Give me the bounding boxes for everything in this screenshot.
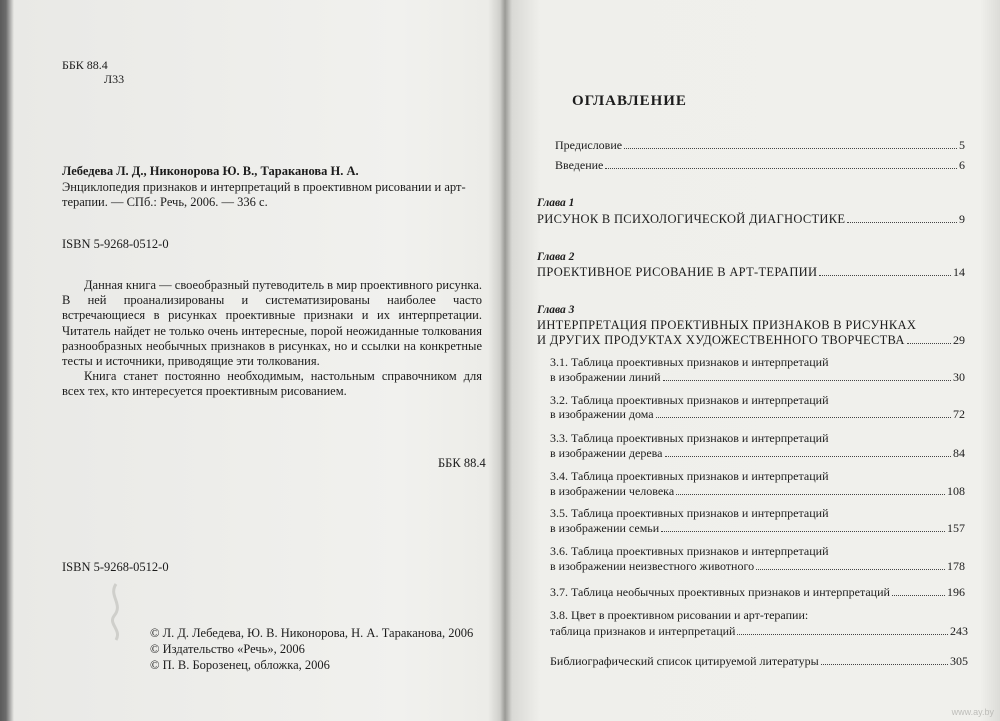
toc-page-number: 196: [947, 585, 965, 599]
toc-page-number: 72: [953, 407, 965, 421]
leader-dots: [624, 148, 957, 149]
toc-section-3-1[interactable]: [550, 370, 965, 385]
toc-section-3-4[interactable]: [550, 484, 965, 499]
toc-item-introduction[interactable]: [555, 158, 965, 173]
toc-section-3-7[interactable]: [550, 585, 965, 600]
leader-dots: [756, 569, 945, 570]
bleed-through-text: [150, 112, 154, 129]
toc-page-number: 6: [959, 158, 965, 172]
toc-section-title: 3.1. Таблица проективных признаков и интерпретаций: [550, 355, 829, 369]
toc-chapter-title: РИСУНОК В ПСИХОЛОГИЧЕСКОЙ ДИАГНОСТИКЕ: [537, 212, 846, 226]
toc-chapter-title: И ДРУГИХ ПРОДУКТАХ ХУДОЖЕСТВЕННОГО ТВОРЧЕСТВА: [537, 333, 905, 347]
toc-page-number: 5: [959, 138, 965, 152]
toc-chapter-1[interactable]: [537, 212, 965, 227]
book-description: Энциклопедия признаков и интерпретаций в проективном рисовании и арт-терапии. — СПб.: Речь, 2006. — 336 с.: [62, 180, 466, 209]
toc-section-title: 3.5. Таблица проективных признаков и интерпретаций: [550, 506, 829, 520]
isbn-bottom: ISBN 5-9268-0512-0: [62, 560, 169, 574]
toc-chapter-2[interactable]: [537, 265, 965, 280]
toc-title: ОГЛАВЛЕНИЕ: [572, 93, 687, 109]
leader-dots: [661, 531, 945, 532]
leader-dots: [605, 168, 957, 169]
toc-section-3-2[interactable]: [550, 407, 965, 422]
toc-section-title: в изображении дерева: [550, 446, 663, 460]
copyright-line: © П. В. Борозенец, обложка, 2006: [150, 658, 330, 672]
toc-section-title: таблица признаков и интерпретаций: [550, 624, 736, 638]
toc-page-number: 243: [950, 624, 968, 638]
toc-page-number: 108: [947, 484, 965, 498]
leader-dots: [907, 343, 951, 344]
toc-section-title: 3.8. Цвет в проективном рисовании и арт-терапии:: [550, 608, 809, 622]
copyright-block: [150, 625, 473, 673]
toc-page-number: 29: [953, 333, 965, 347]
leader-dots: [892, 595, 945, 596]
toc-section-title: 3.2. Таблица проективных признаков и интерпретаций: [550, 393, 829, 407]
leader-dots: [737, 634, 948, 635]
toc-section-title: в изображении дома: [550, 407, 654, 421]
toc-section-title: 3.4. Таблица проективных признаков и интерпретаций: [550, 469, 829, 483]
leader-dots: [819, 275, 951, 276]
chapter-label: Глава 1: [537, 197, 575, 209]
leader-dots: [656, 417, 951, 418]
toc-section-title: в изображении неизвестного животного: [550, 559, 755, 573]
leader-dots: [821, 664, 948, 665]
toc-page-number: 157: [947, 521, 965, 535]
toc-section-3-6[interactable]: [550, 559, 965, 574]
annotation: [62, 278, 482, 400]
publisher-logo-icon: [104, 582, 128, 652]
annotation-paragraph: Данная книга — своеобразный путеводитель в мир проективного рисунка. В ней проанализированы и систематизированы наиболее часто встречающиеся в рисунках проективные признаки и их интерпретации. Читатель найдет не только очень интересные, порой неожиданные толкования разнообразных необычных признаков в рисунках, но и ссылки на конкретные тесты и источники, приводящие эти толкования.: [62, 278, 482, 369]
bbk-header: [62, 58, 124, 86]
toc-item-label: Введение: [555, 158, 604, 172]
copyright-line: © Издательство «Речь», 2006: [150, 642, 305, 656]
toc-bibliography[interactable]: [550, 654, 968, 669]
toc-chapter-3[interactable]: [537, 333, 965, 348]
toc-section-3-5[interactable]: [550, 521, 965, 536]
toc-item-label: Предисловие: [555, 138, 623, 152]
toc-section-title: в изображении семьи: [550, 521, 660, 535]
toc-section-3-8[interactable]: [550, 624, 968, 639]
copyright-line: © Л. Д. Лебедева, Ю. В. Никонорова, Н. А. Тараканова, 2006: [150, 626, 474, 640]
toc-page-number: 84: [953, 446, 965, 460]
isbn: ISBN 5-9268-0512-0: [62, 237, 169, 251]
bbk-bottom: ББК 88.4: [438, 456, 486, 470]
toc-section-title: 3.3. Таблица проективных признаков и интерпретаций: [550, 431, 829, 445]
toc-page-number: 30: [953, 370, 965, 384]
toc-chapter-title: ПРОЕКТИВНОЕ РИСОВАНИЕ В АРТ-ТЕРАПИИ: [537, 265, 818, 279]
toc-page-number: 14: [953, 265, 965, 279]
bbk-code: ББК 88.4: [62, 58, 108, 72]
toc-page-number: 9: [959, 212, 965, 226]
toc-section-title: Библиографический список цитируемой литературы: [550, 654, 819, 668]
udk-code: Л33: [104, 72, 125, 86]
toc-section-title: в изображении линий: [550, 370, 661, 384]
chapter-label: Глава 3: [537, 304, 575, 316]
leader-dots: [663, 380, 951, 381]
toc-page-number: 305: [950, 654, 968, 668]
toc-section-title: в изображении человека: [550, 484, 675, 498]
toc-section-title: 3.6. Таблица проективных признаков и интерпретаций: [550, 544, 829, 558]
annotation-paragraph: Книга станет постоянно необходимым, настольным справочником для всех тех, кто интересуется проективным рисованием.: [62, 369, 482, 399]
toc-item-preface[interactable]: [555, 138, 965, 153]
toc-chapter-title: ИНТЕРПРЕТАЦИЯ ПРОЕКТИВНЫХ ПРИЗНАКОВ В РИСУНКАХ: [537, 318, 917, 332]
leader-dots: [665, 456, 951, 457]
leader-dots: [847, 222, 957, 223]
toc-section-title: 3.7. Таблица необычных проективных признаков и интерпретаций: [550, 585, 890, 599]
toc-section-3-3[interactable]: [550, 446, 965, 461]
toc-page-number: 178: [947, 559, 965, 573]
chapter-label: Глава 2: [537, 251, 575, 263]
authors: Лебедева Л. Д., Никонорова Ю. В., Тараканова Н. А.: [62, 164, 359, 178]
watermark: www.ay.by: [951, 707, 994, 717]
leader-dots: [676, 494, 945, 495]
